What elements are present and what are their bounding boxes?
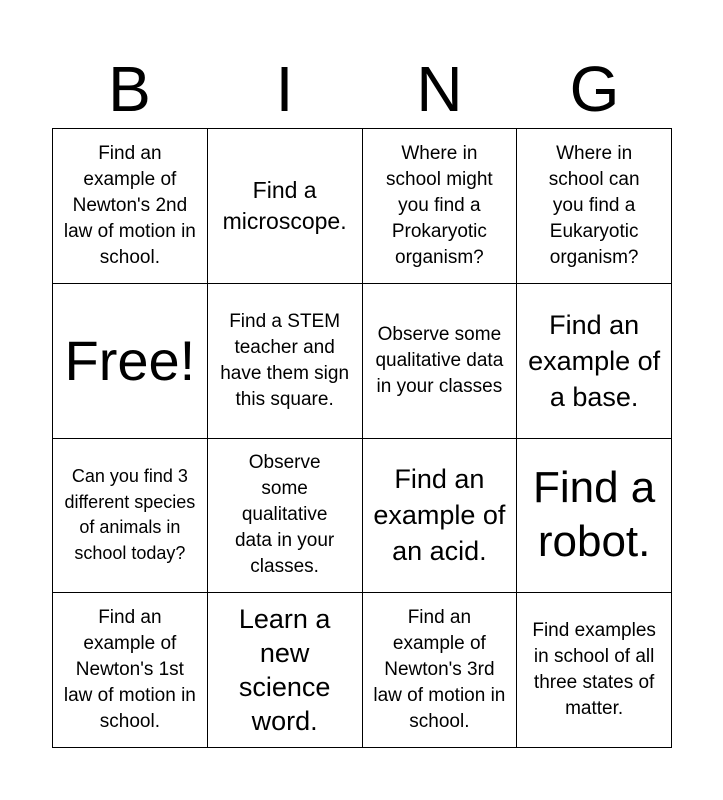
header-letter-g: G — [569, 53, 620, 125]
bingo-cell[interactable] — [53, 129, 208, 284]
cell-text: Find an example of a base. — [528, 309, 661, 412]
bingo-cell-free[interactable] — [53, 284, 208, 439]
cell-text: Observe some qualitative data in your classes. — [234, 452, 335, 578]
bingo-cell[interactable] — [363, 129, 518, 284]
bingo-cell[interactable] — [517, 439, 672, 594]
cell-text: Observe some qualitative data in your classes — [375, 323, 504, 397]
header-letter-n: N — [416, 53, 463, 125]
bingo-cell[interactable] — [517, 129, 672, 284]
bingo-cell[interactable] — [53, 439, 208, 594]
cell-text: Find an example of Newton's 1st law of motion in school. — [63, 607, 196, 733]
cell-text: Can you find 3 different species of animals in school today? — [64, 466, 196, 563]
cell-text: Find a microscope. — [222, 176, 347, 234]
cell-text: Free! — [64, 328, 196, 392]
bingo-cell[interactable] — [53, 593, 208, 748]
bingo-cell[interactable] — [517, 593, 672, 748]
bingo-cell[interactable] — [208, 439, 363, 594]
bingo-cell[interactable] — [208, 129, 363, 284]
cell-text: Find a STEM teacher and have them sign this square. — [220, 310, 350, 410]
bingo-header — [52, 50, 672, 128]
bingo-board — [52, 128, 672, 748]
bingo-cell[interactable] — [363, 284, 518, 439]
cell-text: Find a robot. — [532, 463, 656, 567]
cell-text: Find an example of an acid. — [373, 464, 506, 567]
cell-text: Find examples in school of all three states of matter. — [532, 620, 656, 720]
bingo-cell[interactable] — [208, 284, 363, 439]
header-letter-b: B — [108, 53, 151, 125]
cell-text: Find an example of Newton's 2nd law of motion in school. — [63, 142, 196, 268]
cell-text: Where in school can you find a Eukaryotic organism? — [548, 142, 640, 268]
cell-text: Learn a new science word. — [238, 604, 331, 737]
bingo-cell[interactable] — [363, 593, 518, 748]
bingo-cell[interactable] — [208, 593, 363, 748]
bingo-cell[interactable] — [363, 439, 518, 594]
bingo-cell[interactable] — [517, 284, 672, 439]
cell-text: Find an example of Newton's 3rd law of motion in school. — [373, 607, 506, 733]
cell-text: Where in school might you find a Prokaryotic organism? — [386, 142, 493, 268]
header-letter-i: I — [275, 53, 294, 125]
